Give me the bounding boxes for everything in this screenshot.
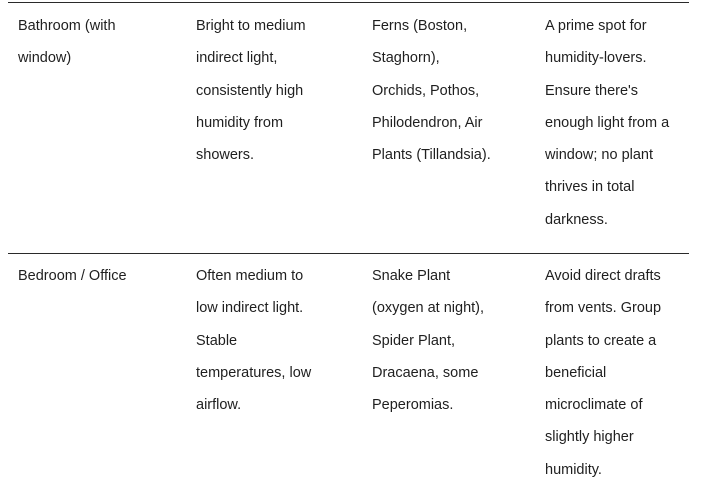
cell-room: Bedroom / Office xyxy=(18,268,127,284)
cell-conditions: Often medium to low indirect light. Stable temperatures, low airflow. xyxy=(196,268,312,414)
cell-plants: Ferns (Boston, Staghorn), Orchids, Pothos, Philodendron, Air Plants (Tillandsia). xyxy=(372,18,491,164)
cell-room: Bathroom (with window) xyxy=(18,18,116,67)
row-divider xyxy=(8,253,689,254)
cell-notes: Avoid direct drafts from vents. Group plants to create a beneficial microclimate of slightly higher humidity. xyxy=(545,268,662,478)
cell-conditions: Bright to medium indirect light, consistently high humidity from showers. xyxy=(196,18,306,164)
cell-plants: Snake Plant (oxygen at night), Spider Plant, Dracaena, some Peperomias. xyxy=(372,268,485,414)
cell-notes: A prime spot for humidity-lovers. Ensure there's enough light from a window; no plant thrives in total darkness. xyxy=(545,18,670,228)
row-divider-top xyxy=(8,2,689,3)
